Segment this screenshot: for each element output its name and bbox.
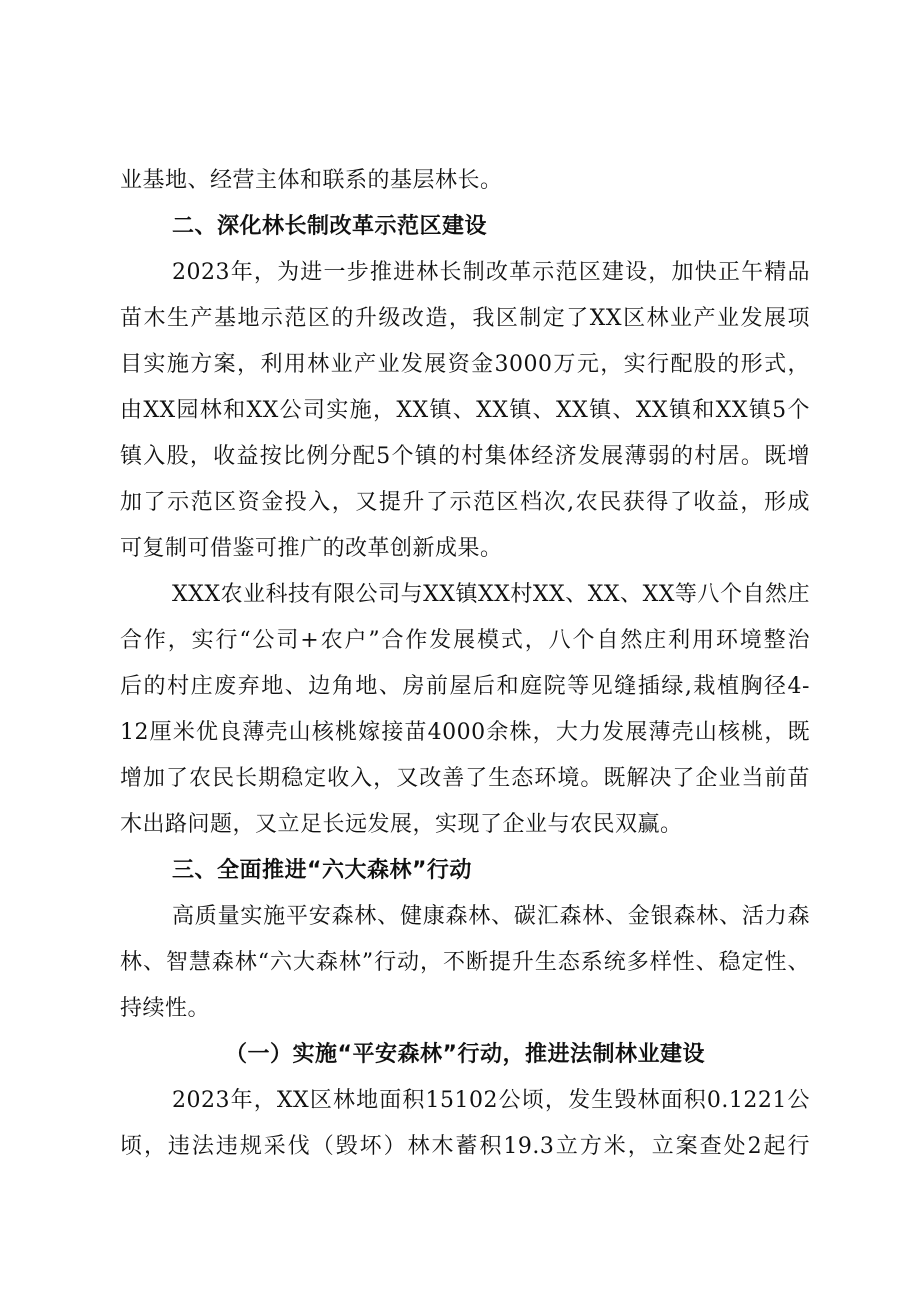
body-text-line: 高质量实施平安森林、健康森林、碳汇森林、金银森林、活力森: [172, 904, 810, 929]
body-text-line: 持续性。: [120, 996, 211, 1021]
body-text-line: 可复制可借鉴可推广的改革创新成果。: [120, 536, 503, 561]
body-text-line: 后的村庄废弃地、边角地、房前屋后和庭院等见缝插绿,栽植胸径4-: [120, 674, 810, 699]
body-text-line: 增加了农民长期稳定收入，又改善了生态环境。既解决了企业当前苗: [120, 766, 810, 791]
body-text-line: 业基地、经营主体和联系的基层林长。: [120, 168, 503, 193]
body-text-line: 由XX园林和XX公司实施，XX镇、XX镇、XX镇、XX镇和XX镇5个: [120, 398, 810, 423]
body-text-line: 镇入股，收益按比例分配5个镇的村集体经济发展薄弱的村居。既增: [120, 444, 810, 469]
section-heading: 三、全面推进“六大森林”行动: [172, 858, 472, 883]
body-text-line: 2023年，XX区林地面积15102公顷，发生毁林面积0.1221公: [172, 1088, 810, 1113]
body-text-line: 12厘米优良薄壳山核桃嫁接苗4000余株，大力发展薄壳山核桃，既: [120, 720, 810, 745]
body-text-line: 目实施方案，利用林业产业发展资金3000万元，实行配股的形式，: [120, 352, 810, 377]
body-text-line: 合作，实行“公司+农户”合作发展模式，八个自然庄利用环境整治: [120, 628, 810, 653]
body-text-line: XXX农业科技有限公司与XX镇XX村XX、XX、XX等八个自然庄: [172, 582, 810, 607]
section-heading: 二、深化林长制改革示范区建设: [172, 214, 488, 239]
body-text-line: 顷，违法违规采伐（毁坏）林木蓄积19.3立方米，立案查处2起行: [120, 1134, 810, 1159]
body-text-line: 木出路问题，又立足长远发展，实现了企业与农民双赢。: [120, 812, 683, 837]
body-text-line: 加了示范区资金投入，又提升了示范区档次,农民获得了收益，形成: [120, 490, 810, 515]
body-text-line: 林、智慧森林“六大森林”行动，不断提升生态系统多样性、稳定性、: [120, 950, 810, 975]
subsection-heading: （一）实施“平安森林”行动，推进法制林业建设: [225, 1042, 705, 1067]
body-text-line: 苗木生产基地示范区的升级改造，我区制定了XX区林业产业发展项: [120, 306, 810, 331]
body-text-line: 2023年，为进一步推进林长制改革示范区建设，加快正午精品: [172, 260, 810, 285]
